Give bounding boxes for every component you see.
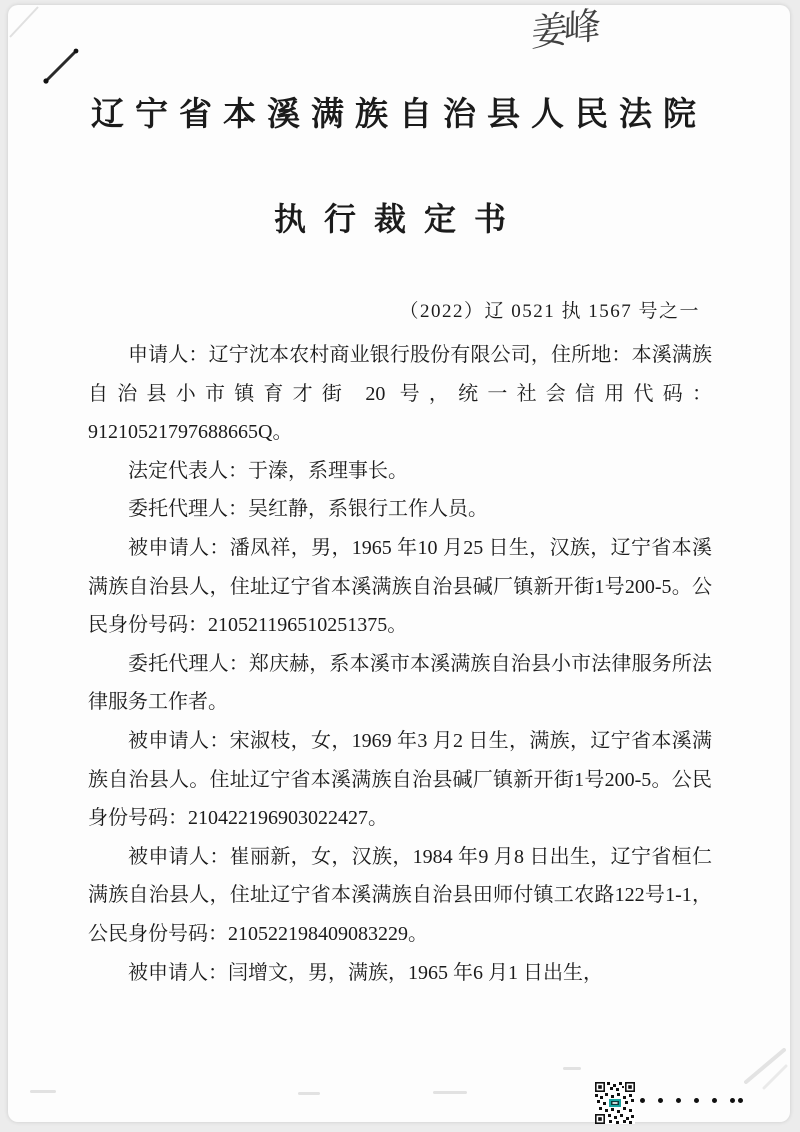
dot xyxy=(730,1098,735,1103)
scan-noise xyxy=(433,1091,467,1094)
dot xyxy=(694,1098,699,1103)
handwritten-signature: 姜峰 xyxy=(530,5,598,56)
paragraph-applicant: 申请人：辽宁沈本农村商业银行股份有限公司，住所地：本溪满族自治县小市镇育才街 20 号，统一社会信用代码：91210521797688665Q。 xyxy=(88,344,712,444)
qr-code xyxy=(595,1082,635,1124)
document-body xyxy=(88,336,712,992)
scan-noise xyxy=(563,1067,581,1070)
scan-noise xyxy=(298,1092,320,1095)
court-name: 辽宁省本溪满族自治县人民法院 xyxy=(91,97,707,133)
paragraph-respondent-1: 被申请人：潘凤祥，男，1965 年10 月25 日生，汉族，辽宁省本溪满族自治县人，住址辽宁省本溪满族自治县碱厂镇新开街1号200-5。公民身份号码：210521196510251375。 xyxy=(88,536,712,637)
paragraph-agent-2: 委托代理人：郑庆赫，系本溪市本溪满族自治县小市法律服务所法律服务工作者。 xyxy=(88,652,712,714)
scan-noise xyxy=(30,1090,56,1093)
document-title: 执行裁定书 xyxy=(273,201,524,237)
dot xyxy=(658,1098,663,1103)
dot xyxy=(640,1098,645,1103)
case-number: （2022）辽 0521 执 1567 号之一 xyxy=(399,301,700,322)
dot xyxy=(676,1098,681,1103)
dot xyxy=(738,1098,743,1103)
page-corner-edge xyxy=(8,5,48,45)
paragraph-legal-representative: 法定代表人：于溱，系理事长。 xyxy=(128,459,408,482)
paragraph-respondent-4: 被申请人：闫增文，男，满族，1965 年6 月1 日出生， xyxy=(128,961,603,984)
page-crease-mark xyxy=(736,1040,796,1100)
paragraph-respondent-3: 被申请人：崔丽新，女，汉族，1984 年9 月8 日出生，辽宁省桓仁满族自治县人，住址辽宁省本溪满族自治县田师付镇工农路122号1-1，公民身份号码：210522198409083229。 xyxy=(88,845,712,945)
paragraph-agent-1: 委托代理人：吴红静，系银行工作人员。 xyxy=(128,498,488,521)
pen-stroke-mark xyxy=(38,43,88,93)
dot-row xyxy=(640,1097,743,1103)
dot xyxy=(712,1098,717,1103)
paragraph-respondent-2: 被申请人：宋淑枝，女，1969 年3 月2 日生，满族，辽宁省本溪满族自治县人。住址辽宁省本溪满族自治县碱厂镇新开街1号200-5。公民身份号码：210422196903022427。 xyxy=(88,729,712,830)
document-page xyxy=(8,5,790,1122)
